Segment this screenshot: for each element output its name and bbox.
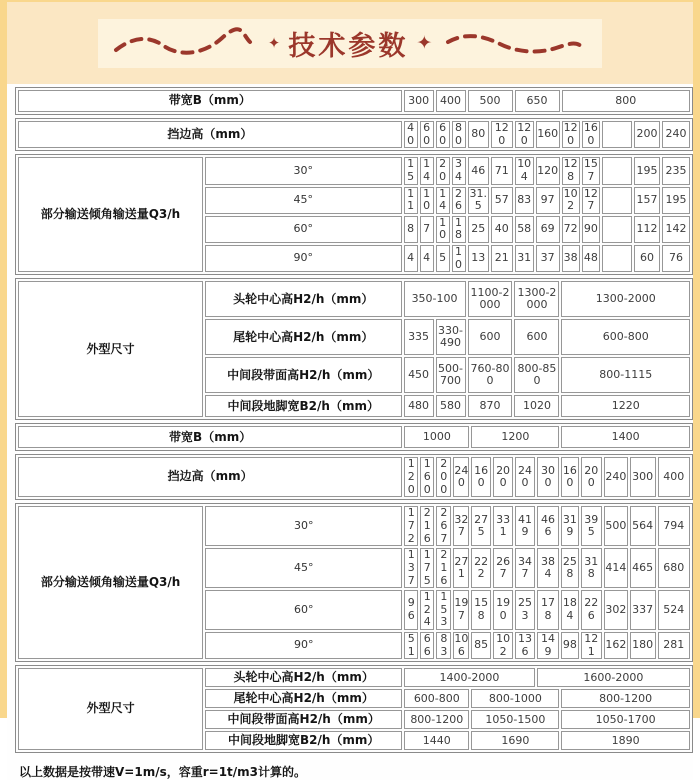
value-cell: 318: [581, 548, 603, 588]
dimension-row-label: 中间段地脚宽B2/h（mm）: [205, 395, 402, 417]
value-cell: 149: [537, 632, 560, 659]
value-cell: 157: [634, 187, 660, 214]
value-cell: 71: [491, 157, 513, 184]
value-cell: 395: [581, 506, 603, 546]
angle-label: 60°: [205, 590, 402, 630]
merged-value-cell: 300: [404, 90, 434, 112]
value-cell: 5: [436, 245, 450, 272]
merged-value-cell: 335: [404, 319, 434, 355]
value-cell: 195: [662, 187, 690, 214]
merged-value-cell: 800-1200: [404, 710, 469, 729]
table-row: [18, 90, 690, 112]
value-cell: 465: [630, 548, 656, 588]
value-cell: 419: [515, 506, 534, 546]
merged-value-cell: 870: [468, 395, 513, 417]
merged-value-cell: 350-100: [404, 281, 466, 317]
value-cell: 384: [537, 548, 560, 588]
merged-value-cell: 1050-1700: [561, 710, 690, 729]
value-cell: 258: [561, 548, 578, 588]
merged-value-cell: 600-800: [404, 689, 469, 708]
value-cell: 18: [452, 216, 466, 243]
merged-value-cell: 760-800: [468, 357, 513, 393]
bandwidth-table-2: [15, 423, 693, 451]
merged-value-cell: 1100-2000: [468, 281, 513, 317]
edge-height-table-1: [15, 118, 693, 151]
row-label-bandwidth: 带宽B（mm）: [18, 90, 402, 112]
value-cell: 180: [630, 632, 656, 659]
value-cell: 112: [634, 216, 660, 243]
value-cell: 120: [404, 457, 418, 497]
dashed-wave-right-icon: [440, 26, 590, 60]
table-row: [18, 506, 690, 546]
value-cell: 46: [468, 157, 490, 184]
merged-value-cell: 580: [436, 395, 466, 417]
value-cell: [602, 216, 632, 243]
value-cell: 160: [582, 121, 600, 148]
value-cell: 200: [581, 457, 603, 497]
row-label-edge-height: 挡边高（mm）: [18, 121, 402, 148]
value-cell: 153: [436, 590, 451, 630]
value-cell: 240: [453, 457, 469, 497]
merged-value-cell: 1600-2000: [537, 668, 690, 687]
merged-value-cell: 1690: [471, 731, 559, 750]
angle-label: 60°: [205, 216, 402, 243]
angle-label: 30°: [205, 157, 402, 184]
value-cell: 40: [404, 121, 418, 148]
value-cell: 124: [420, 590, 434, 630]
merged-value-cell: 400: [436, 90, 466, 112]
merged-value-cell: 480: [404, 395, 434, 417]
value-cell: [602, 157, 632, 184]
value-cell: 60: [420, 121, 434, 148]
value-cell: 267: [493, 548, 513, 588]
table-row: [18, 121, 690, 148]
merged-value-cell: 1400: [561, 426, 690, 448]
table-row: [18, 426, 690, 448]
value-cell: 7: [420, 216, 434, 243]
merged-value-cell: 1000: [404, 426, 469, 448]
merged-value-cell: 650: [515, 90, 560, 112]
merged-value-cell: 1020: [514, 395, 559, 417]
value-cell: 524: [658, 590, 690, 630]
merged-value-cell: 600: [514, 319, 559, 355]
value-cell: 83: [436, 632, 451, 659]
value-cell: 60: [436, 121, 450, 148]
value-cell: 8: [404, 216, 418, 243]
value-cell: 31.5: [469, 186, 488, 213]
value-cell: 98: [561, 632, 578, 659]
value-cell: 347: [515, 548, 534, 588]
dimensions-table-1: [15, 278, 693, 420]
value-cell: 25: [468, 216, 490, 243]
value-cell: 302: [604, 590, 628, 630]
value-cell: 200: [493, 457, 513, 497]
merged-value-cell: 1200: [471, 426, 559, 448]
value-cell: 160: [561, 457, 578, 497]
table-row: [18, 457, 690, 497]
value-cell: 120: [562, 121, 580, 148]
incline-group-label: 部分输送倾角输送量Q3/h: [18, 157, 203, 272]
value-cell: 14: [420, 157, 434, 184]
header: [7, 2, 693, 84]
value-cell: 160: [471, 457, 490, 497]
value-cell: 106: [454, 632, 469, 658]
value-cell: 15: [404, 157, 418, 184]
value-cell: 20: [436, 157, 450, 184]
value-cell: 121: [581, 632, 603, 659]
bandwidth-table-1: [15, 87, 693, 115]
content-panel: [7, 2, 693, 780]
merged-value-cell: 1400-2000: [404, 668, 534, 687]
value-cell: [602, 121, 632, 148]
merged-value-cell: 500: [468, 90, 513, 112]
dimension-row-label: 尾轮中心高H2/h（mm）: [205, 689, 402, 708]
value-cell: 137: [404, 548, 418, 588]
value-cell: 158: [471, 590, 490, 630]
value-cell: 10: [420, 187, 434, 214]
value-cell: 97: [536, 187, 560, 214]
merged-value-cell: 800-1200: [561, 689, 690, 708]
dimension-group-label: 外型尺寸: [18, 668, 203, 750]
value-cell: 80: [452, 121, 466, 148]
value-cell: 226: [581, 590, 603, 630]
value-cell: 40: [491, 216, 513, 243]
value-cell: 300: [630, 457, 656, 497]
value-cell: 195: [634, 157, 660, 184]
value-cell: 327: [453, 506, 469, 546]
value-cell: 31: [515, 245, 534, 272]
angle-label: 90°: [205, 632, 402, 659]
value-cell: 76: [662, 245, 690, 272]
title-row: [98, 19, 603, 68]
value-cell: 564: [630, 506, 656, 546]
dimension-row-label: 尾轮中心高H2/h（mm）: [205, 319, 402, 355]
merged-value-cell: 500-700: [436, 357, 466, 393]
value-cell: 281: [658, 632, 690, 659]
value-cell: 184: [561, 590, 578, 630]
value-cell: 172: [404, 506, 418, 546]
value-cell: 216: [436, 548, 451, 588]
value-cell: 57: [491, 187, 513, 214]
angle-label: 30°: [205, 506, 402, 546]
value-cell: 197: [453, 590, 469, 630]
page-title: 技术参数: [288, 30, 409, 62]
dashed-wave-left-icon: [110, 26, 260, 60]
value-cell: 104: [515, 157, 534, 184]
value-cell: [602, 245, 632, 272]
value-cell: 21: [491, 245, 513, 272]
value-cell: 240: [604, 457, 628, 497]
edge-height-table-2: [15, 454, 693, 500]
value-cell: 216: [420, 506, 434, 546]
value-cell: 11: [404, 187, 418, 214]
row-label-bandwidth: 带宽B（mm）: [18, 426, 402, 448]
value-cell: 175: [420, 548, 434, 588]
value-cell: 127: [582, 187, 600, 214]
value-cell: 96: [404, 590, 418, 630]
value-cell: 37: [536, 245, 560, 272]
value-cell: 128: [562, 157, 580, 184]
value-cell: 60: [634, 245, 660, 272]
merged-value-cell: 1300-2000: [514, 281, 559, 317]
merged-value-cell: 1440: [404, 731, 469, 750]
value-cell: 83: [515, 187, 534, 214]
value-cell: 157: [582, 157, 600, 184]
dimension-row-label: 中间段地脚宽B2/h（mm）: [205, 731, 402, 750]
value-cell: 222: [471, 548, 490, 588]
merged-value-cell: 800-1000: [471, 689, 559, 708]
value-cell: 200: [634, 121, 660, 148]
value-cell: 275: [471, 506, 490, 546]
incline-group-label: 部分输送倾角输送量Q3/h: [18, 506, 203, 659]
merged-value-cell: 1890: [561, 731, 690, 750]
value-cell: 142: [662, 216, 690, 243]
sparkle-icon: ✦: [416, 31, 433, 54]
value-cell: 466: [537, 506, 560, 546]
value-cell: 200: [436, 457, 451, 497]
merged-value-cell: 800: [562, 90, 691, 112]
value-cell: 26: [452, 187, 466, 214]
table-row: [18, 157, 690, 184]
value-cell: 120: [536, 157, 560, 184]
value-cell: 10: [452, 245, 466, 272]
value-cell: 69: [536, 216, 560, 243]
value-cell: 4: [404, 245, 418, 272]
value-cell: 120: [491, 121, 513, 148]
value-cell: 72: [562, 216, 580, 243]
footer-note: 以上数据是按带速V=1m/s，容重r=1t/m3计算的。: [15, 756, 685, 780]
value-cell: 4: [420, 245, 434, 272]
value-cell: 80: [468, 121, 490, 148]
table-row: [18, 668, 690, 687]
angle-label: 45°: [205, 548, 402, 588]
merged-value-cell: 1050-1500: [471, 710, 559, 729]
dimension-row-label: 中间段带面高H2/h（mm）: [205, 357, 402, 393]
value-cell: 271: [453, 548, 469, 588]
merged-value-cell: 1300-2000: [561, 281, 690, 317]
value-cell: 90: [582, 216, 600, 243]
merged-value-cell: 330-490: [436, 319, 466, 355]
value-cell: 58: [515, 216, 534, 243]
dimension-group-label: 外型尺寸: [18, 281, 203, 417]
value-cell: 38: [562, 245, 580, 272]
merged-value-cell: 600: [468, 319, 513, 355]
value-cell: 13: [468, 245, 490, 272]
table-area: [7, 84, 693, 780]
dimension-row-label: 头轮中心高H2/h（mm）: [205, 668, 402, 687]
value-cell: 136: [515, 632, 534, 659]
value-cell: 102: [493, 632, 513, 659]
value-cell: [602, 187, 632, 214]
value-cell: 680: [658, 548, 690, 588]
value-cell: 253: [515, 590, 534, 630]
value-cell: 235: [662, 157, 690, 184]
value-cell: 500: [604, 506, 628, 546]
angle-label: 90°: [205, 245, 402, 272]
merged-value-cell: 600-800: [561, 319, 690, 355]
value-cell: 267: [436, 506, 451, 546]
value-cell: 120: [515, 121, 534, 148]
dimension-row-label: 中间段带面高H2/h（mm）: [205, 710, 402, 729]
value-cell: 14: [436, 187, 450, 214]
value-cell: 319: [561, 506, 578, 546]
value-cell: 794: [658, 506, 690, 546]
sparkle-icon: ✦: [267, 33, 281, 52]
merged-value-cell: 450: [404, 357, 434, 393]
value-cell: 240: [515, 457, 534, 497]
value-cell: 34: [452, 157, 466, 184]
row-label-edge-height: 挡边高（mm）: [18, 457, 402, 497]
value-cell: 66: [420, 632, 434, 659]
value-cell: 48: [582, 245, 600, 272]
incline-capacity-table-1: [15, 154, 693, 275]
dimension-row-label: 头轮中心高H2/h（mm）: [205, 281, 402, 317]
value-cell: 51: [404, 632, 418, 659]
merged-value-cell: 800-850: [514, 357, 559, 393]
value-cell: 240: [662, 121, 690, 148]
merged-value-cell: 1220: [561, 395, 690, 417]
value-cell: 85: [471, 632, 490, 659]
value-cell: 178: [537, 590, 560, 630]
merged-value-cell: 800-1115: [561, 357, 690, 393]
value-cell: 400: [658, 457, 690, 497]
table-row: [18, 281, 690, 317]
value-cell: 160: [420, 457, 434, 497]
value-cell: 331: [493, 506, 513, 546]
value-cell: 102: [562, 187, 580, 214]
incline-capacity-table-2: [15, 503, 693, 662]
value-cell: 190: [493, 590, 513, 630]
value-cell: 162: [604, 632, 628, 659]
value-cell: 414: [604, 548, 628, 588]
value-cell: 337: [630, 590, 656, 630]
value-cell: 160: [536, 121, 560, 148]
dimensions-table-2: [15, 665, 693, 753]
value-cell: 10: [436, 216, 450, 243]
value-cell: 300: [537, 457, 560, 497]
angle-label: 45°: [205, 187, 402, 214]
